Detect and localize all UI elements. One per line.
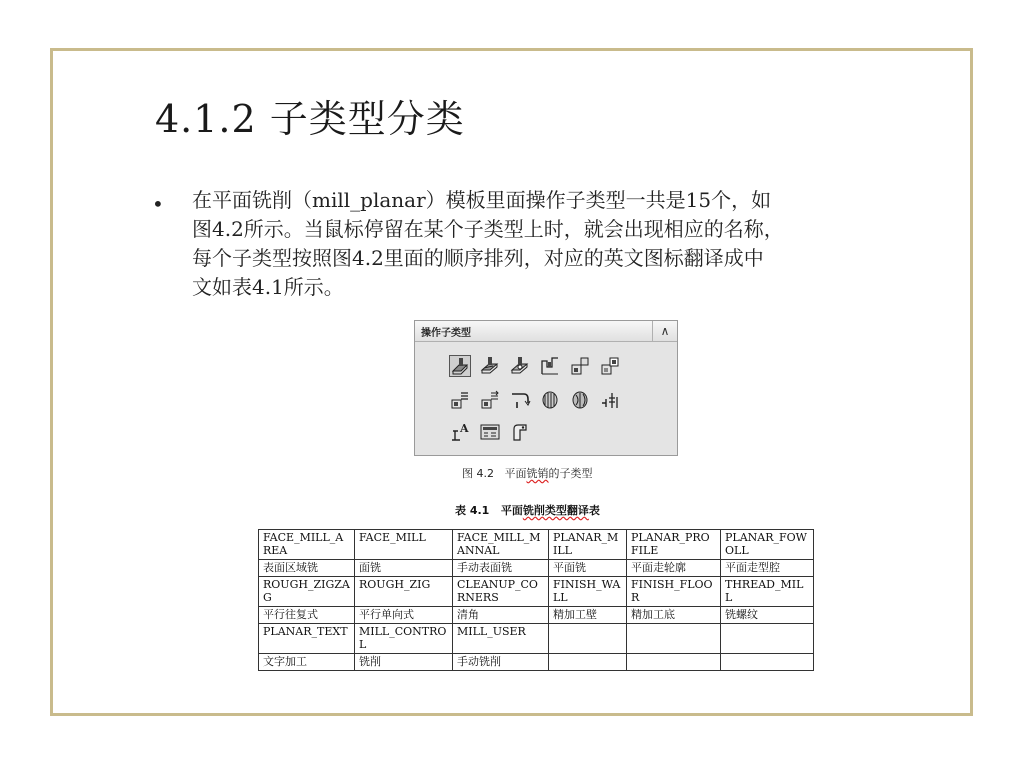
table-row — [259, 607, 814, 624]
bullet-line: 在平面铣削（mill_planar）模板里面操作子类型一共是15个，如 — [192, 188, 772, 212]
face-mill-manual-icon[interactable] — [509, 355, 531, 377]
mill-control-icon[interactable] — [479, 421, 501, 443]
bullet-line: 图4.2所示。当鼠标停留在某个子类型上时，就会出现相应的名称， — [192, 217, 784, 241]
operation-subtype-toolbox — [414, 320, 678, 456]
table-cell: MILL_USER — [453, 624, 549, 654]
planar-wall-icon[interactable] — [599, 355, 621, 377]
face-mill-icon[interactable] — [479, 355, 501, 377]
figure-caption-underlined: 铣销 — [526, 467, 549, 480]
planar-mill-icon[interactable] — [539, 355, 561, 377]
table-cell: 手动表面铣 — [453, 560, 549, 577]
table-cell: 平面走轮廓 — [627, 560, 721, 577]
rough-zig-icon[interactable] — [479, 389, 501, 411]
table-cell: 平行往复式 — [259, 607, 355, 624]
table-cell: 精加工底 — [627, 607, 721, 624]
figure-caption-prefix: 图 4.2 — [462, 467, 494, 480]
face-mill-area-icon[interactable] — [449, 355, 471, 377]
thread-mill-icon[interactable] — [599, 389, 621, 411]
table-cell: 精加工壁 — [549, 607, 627, 624]
bullet-line: 每个子类型按照图4.2里面的顺序排列，对应的英文图标翻译成中 — [192, 246, 764, 270]
table-cell: PLANAR_TEXT — [259, 624, 355, 654]
translation-table — [258, 529, 814, 671]
toolbox-title: 操作子类型 — [421, 328, 471, 339]
table-cell: 文字加工 — [259, 654, 355, 671]
bullet-line: 文如表4.1所示。 — [192, 275, 344, 299]
table-cell: 手动铣削 — [453, 654, 549, 671]
table-cell — [721, 624, 814, 654]
table-cell: THREAD_MILL — [721, 577, 814, 607]
table-row — [259, 560, 814, 577]
table-caption-text: 平面 — [500, 504, 523, 517]
table-row — [259, 624, 814, 654]
table-row — [259, 530, 814, 560]
chevron-up-icon[interactable]: ∧ — [652, 321, 677, 341]
translation-table-body — [259, 530, 814, 671]
table-caption-text-end: 表 — [588, 504, 600, 517]
table-cell: PLANAR_FOWOLL — [721, 530, 814, 560]
bullet-marker: • — [152, 192, 164, 216]
figure-caption-text: 平面 — [504, 467, 527, 480]
table-cell: 面铣 — [355, 560, 453, 577]
table-cell: CLEANUP_CORNERS — [453, 577, 549, 607]
table-caption-prefix: 表 4.1 — [455, 504, 490, 517]
table-cell: 平面走型腔 — [721, 560, 814, 577]
table-cell — [721, 654, 814, 671]
rough-zigzag-icon[interactable] — [449, 389, 471, 411]
table-cell — [627, 654, 721, 671]
table-cell: MILL_CONTROL — [355, 624, 453, 654]
table-cell: FACE_MILL_MANNAL — [453, 530, 549, 560]
table-cell: PLANAR_MILL — [549, 530, 627, 560]
table-cell: 表面区域铣 — [259, 560, 355, 577]
table-cell: 铣削 — [355, 654, 453, 671]
table-cell: 铣螺纹 — [721, 607, 814, 624]
table-row — [259, 654, 814, 671]
table-caption — [455, 502, 600, 518]
finish-floor-icon[interactable] — [569, 389, 591, 411]
table-cell: FINISH_WALL — [549, 577, 627, 607]
figure-caption-text-end: 的子类型 — [548, 467, 593, 480]
table-cell: 清角 — [453, 607, 549, 624]
planar-text-icon[interactable] — [449, 421, 471, 443]
table-row — [259, 577, 814, 607]
table-cell: ROUGH_ZIG — [355, 577, 453, 607]
cleanup-corners-icon[interactable] — [509, 389, 531, 411]
table-cell — [627, 624, 721, 654]
table-cell: FINISH_FLOOR — [627, 577, 721, 607]
planar-text-letter: A — [460, 422, 469, 435]
table-caption-underlined: 铣削类型翻译 — [522, 504, 589, 517]
finish-wall-icon[interactable] — [539, 389, 561, 411]
toolbox-header — [415, 321, 677, 342]
planar-profile-icon[interactable] — [569, 355, 591, 377]
bullet-paragraph — [192, 186, 952, 302]
table-cell — [549, 654, 627, 671]
table-cell: 平行单向式 — [355, 607, 453, 624]
slide-title: 4.1.2 子类型分类 — [155, 97, 465, 141]
table-cell — [549, 624, 627, 654]
mill-user-icon[interactable] — [509, 421, 531, 443]
table-cell: FACE_MILL — [355, 530, 453, 560]
table-cell: ROUGH_ZIGZAG — [259, 577, 355, 607]
table-cell: 平面铣 — [549, 560, 627, 577]
figure-caption — [462, 465, 593, 481]
table-cell: FACE_MILL_AREA — [259, 530, 355, 560]
table-cell: PLANAR_PROFILE — [627, 530, 721, 560]
